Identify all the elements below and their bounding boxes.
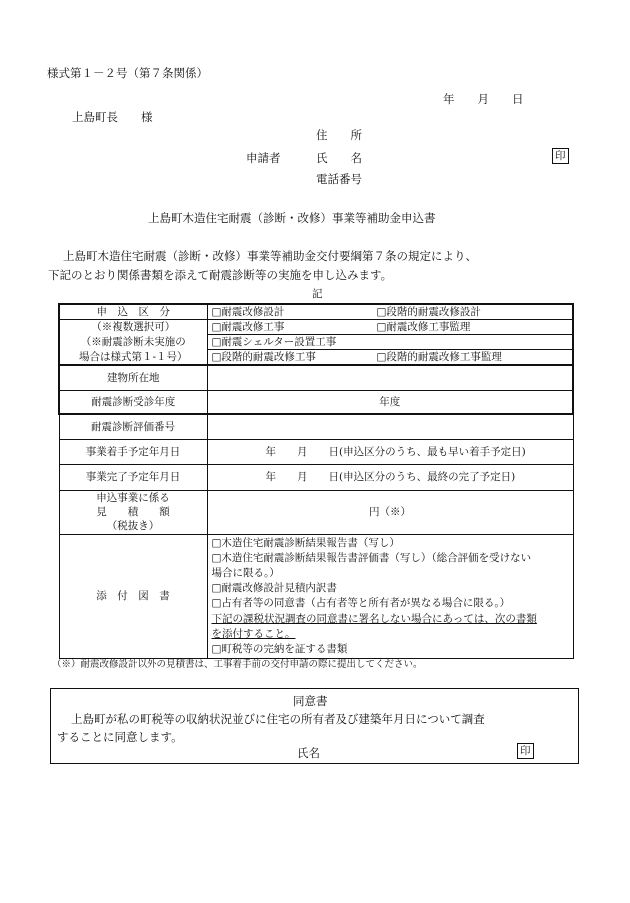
consent-box	[50, 688, 579, 764]
name-label: 氏 名	[316, 151, 362, 165]
category-label-2: （※複数選択可）	[59, 320, 207, 335]
attachment-item[interactable]: □木造住宅耐震診断結果報告書（写し）	[211, 536, 400, 549]
phone-label: 電話番号	[316, 172, 362, 186]
attachment-item[interactable]: □木造住宅耐震診断結果報告書評価書（写し）（総合評価を受けない	[211, 551, 532, 564]
end-date-label: 事業完了予定年月日	[59, 464, 207, 490]
address-label: 住 所	[316, 128, 362, 142]
diagnosis-number-value[interactable]	[207, 414, 573, 439]
category-row-3	[59, 335, 573, 350]
date-field: 年 月 日	[443, 92, 524, 106]
applicant-label: 申請者	[246, 151, 281, 165]
attachments-list	[207, 534, 573, 659]
category-row-1	[59, 304, 573, 320]
page-title: 上島町木造住宅耐震（診断・改修）事業等補助金申込書	[148, 211, 436, 225]
intro-line-1: 上島町木造住宅耐震（診断・改修）事業等補助金交付要綱第７条の規定により、	[63, 249, 477, 263]
estimate-label	[59, 490, 207, 534]
attachment-note-continued: を添付すること。	[211, 627, 296, 640]
building-location-value[interactable]	[207, 365, 573, 390]
option-seismic-supervision[interactable]: □耐震改修工事監理	[376, 321, 471, 333]
estimate-row	[59, 490, 573, 534]
seal-stamp: 印	[552, 148, 569, 164]
intro-line-2: 下記のとおり関係書類を添えて耐震診断等の実施を申し込みます。	[48, 268, 393, 282]
start-date-label: 事業着手予定年月日	[59, 439, 207, 464]
attachments-label: 添 付 図 書	[59, 534, 207, 659]
consent-line-1: 上島町が私の町税等の収納状況並びに住宅の所有者及び建築年月日について調査	[71, 712, 485, 726]
diagnosis-number-row	[59, 414, 573, 439]
attachment-item[interactable]: □町税等の完納を証する書類	[211, 642, 348, 655]
estimate-label-3: （税抜き）	[106, 520, 160, 532]
estimate-label-2: 見 積 額	[96, 506, 170, 518]
option-phased-supervision[interactable]: □段階的耐震改修工事監理	[376, 351, 502, 363]
diagnosis-year-row	[59, 390, 573, 414]
end-date-row	[59, 464, 573, 490]
option-phased-work[interactable]: □段階的耐震改修工事	[211, 351, 316, 363]
category-row-4	[59, 350, 573, 366]
option-seismic-design[interactable]: □耐震改修設計	[211, 306, 285, 318]
option-shelter-work[interactable]: □耐震シェルター設置工事	[211, 336, 337, 348]
attachment-item[interactable]: □耐震改修設計見積内訳書	[211, 582, 337, 595]
option-seismic-work[interactable]: □耐震改修工事	[211, 321, 285, 333]
building-location-row	[59, 365, 573, 390]
category-label-1: 申 込 区 分	[59, 304, 207, 320]
category-label-4: 場合は様式第１-１号）	[59, 350, 207, 366]
category-label-3: （※耐震診断未実施の	[59, 335, 207, 350]
estimate-label-1: 申込事業に係る	[96, 492, 170, 504]
estimate-value[interactable]: 円（※）	[207, 490, 573, 534]
start-date-value[interactable]: 年 月 日(申込区分のうち、最も早い着手予定日)	[207, 439, 573, 464]
form-number: 様式第１－２号（第７条関係）	[47, 66, 208, 80]
ki-mark: 記	[312, 288, 323, 300]
consent-title: 同意書	[293, 694, 328, 708]
end-date-value[interactable]: 年 月 日(申込区分のうち、最終の完了予定日)	[207, 464, 573, 490]
footnote: （※）耐震改修設計以外の見積書は、工事着手前の交付申請の際に提出してください。	[52, 659, 423, 670]
diagnosis-number-label: 耐震診断評価番号	[59, 414, 207, 439]
addressee: 上島町長 様	[72, 110, 153, 124]
diagnosis-year-label: 耐震診断受診年度	[59, 390, 207, 414]
attachment-item-continued: 場合に限る。）	[211, 566, 280, 579]
application-table	[58, 303, 574, 659]
building-location-label: 建物所在地	[59, 365, 207, 390]
attachment-note: 下記の課税状況調査の同意書に署名しない場合にあっては、次の書類	[211, 612, 537, 625]
attachments-row	[59, 534, 573, 659]
diagnosis-year-value[interactable]: 年度	[207, 390, 573, 414]
option-phased-design[interactable]: □段階的耐震改修設計	[376, 306, 481, 318]
consent-seal-stamp: 印	[517, 743, 534, 759]
category-row-2	[59, 320, 573, 335]
consent-line-2: することに同意します。	[57, 730, 183, 744]
consent-name-label: 氏名	[297, 746, 320, 760]
attachment-item[interactable]: □占有者等の同意書（占有者等と所有者が異なる場合に限る。）	[211, 597, 511, 610]
start-date-row	[59, 439, 573, 464]
